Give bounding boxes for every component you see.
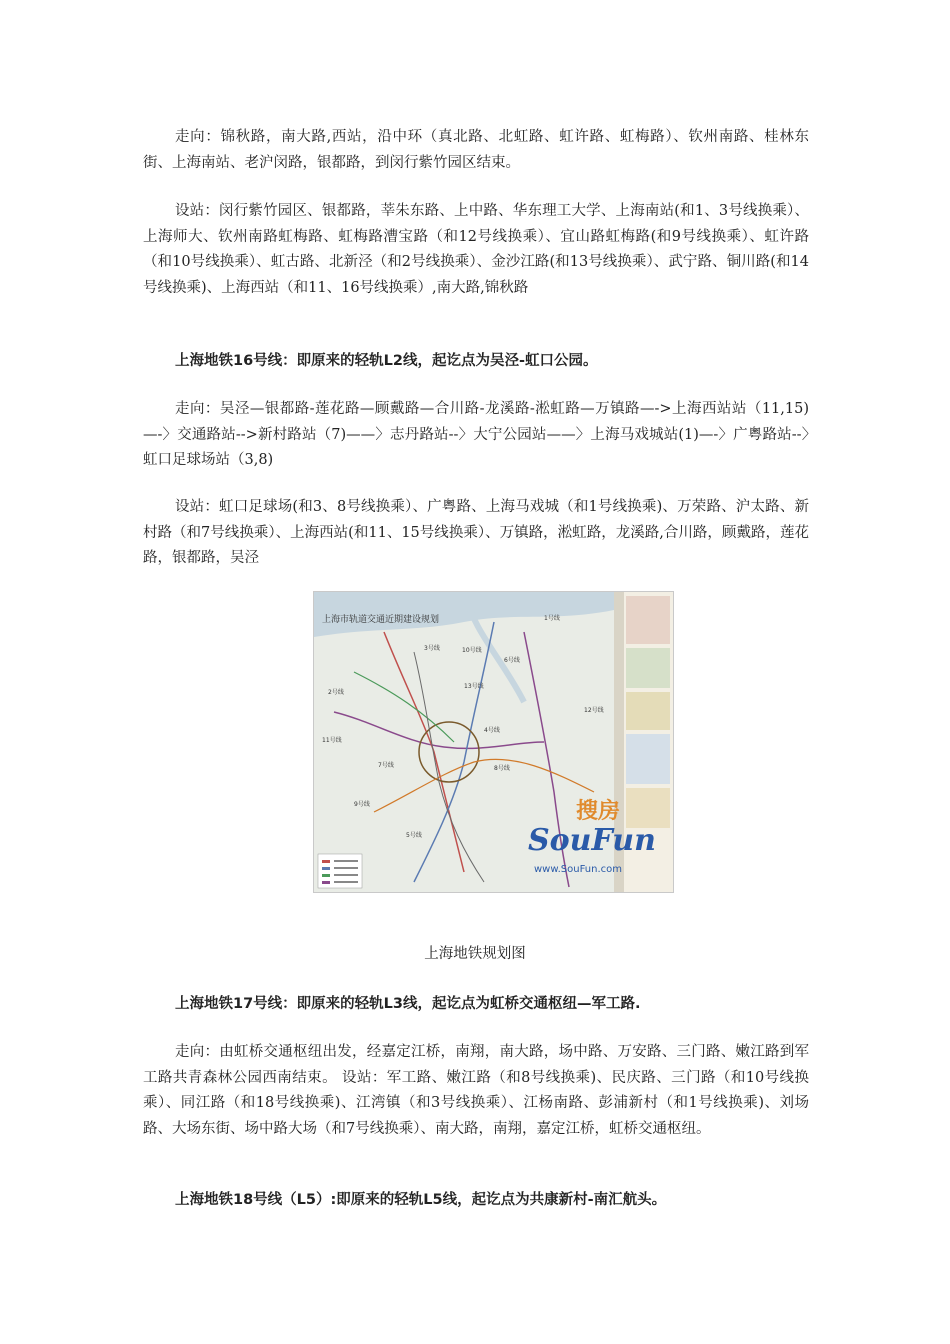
line15-route-paragraph: 走向：锦秋路，南大路,西站，沿中环（真北路、北虹路、虹许路、虹梅路）、钦州南路、桂林东街、上海南站、老沪闵路，银都路，到闵行紫竹园区结束。 xyxy=(143,129,809,171)
line17-paragraph: 走向：由虹桥交通枢纽出发，经嘉定江桥，南翔，南大路，场中路、万安路、三门路、嫩江路到军工路共青森林公园西南结束。 设站：军工路、嫩江路（和8号线换乘)、民庆路、三门路（和10号线换乘）、同江路（和18号线换乘)、江湾镇（和3号线换乘）、江杨南路、彭浦新村（和1号线换乘)、刘场路、大场东街、场中路大场（和7号线换乘）、南大路，南翔，嘉定江桥，虹桥交通枢纽。 xyxy=(143,1044,809,1137)
line16-heading: 上海地铁16号线：即原来的轻轨L2线，起讫点为吴泾-虹口公园。 xyxy=(175,353,598,369)
map-label-2: 2号线 xyxy=(328,689,344,696)
map-label-5: 5号线 xyxy=(406,832,422,839)
metro-plan-map-image xyxy=(313,591,674,893)
map-label-8: 8号线 xyxy=(494,765,510,772)
map-label-13: 13号线 xyxy=(464,683,484,690)
line17-heading: 上海地铁17号线：即原来的轻轨L3线，起讫点为虹桥交通枢纽—军工路. xyxy=(175,996,641,1012)
map-label-12: 12号线 xyxy=(584,707,604,714)
map-caption: 上海地铁规划图 xyxy=(424,946,526,962)
map-label-10: 10号线 xyxy=(462,647,482,654)
line16-stations-paragraph: 设站：虹口足球场(和3、8号线换乘）、广粤路、上海马戏城（和1号线换乘)、万荣路、沪太路、新村路（和7号线换乘）、上海西站(和11、15号线换乘）、万镇路，淞虹路，龙溪路,合川路，顾戴路，莲花路，银都路，吴泾 xyxy=(143,499,809,566)
map-label-7: 7号线 xyxy=(378,762,394,769)
map-label-4: 4号线 xyxy=(484,727,500,734)
watermark-url: www.SouFun.com xyxy=(534,864,623,875)
map-label-3: 3号线 xyxy=(424,645,440,652)
watermark-logo: SouFun xyxy=(528,823,656,858)
map-label-9: 9号线 xyxy=(354,801,370,808)
watermark-cn: 搜房 xyxy=(576,799,621,824)
map-title: 上海市轨道交通近期建设规划 xyxy=(322,615,440,625)
metro-map xyxy=(314,592,673,892)
map-label-6: 6号线 xyxy=(504,657,520,664)
line15-stations-paragraph: 设站：闵行紫竹园区、银都路，莘朱东路、上中路、华东理工大学、上海南站(和1、3号线换乘）、上海师大、钦州南路虹梅路、虹梅路漕宝路（和12号线换乘）、宜山路虹梅路(和9号线换乘）、虹许路（和10号线换乘）、虹古路、北新泾（和2号线换乘）、金沙江路(和13号线换乘）、武宁路、铜川路(和14号线换乘)、上海西站（和11、16号线换乘）,南大路,锦秋路 xyxy=(143,203,809,296)
line16-route-paragraph: 走向：吴泾—银都路-莲花路—顾戴路—合川路-龙溪路-淞虹路—万镇路—->上海西站站（11,15)—-〉交通路站-->新村路站（7)——〉志丹路站--〉大宁公园站——〉上海马戏城站(1)—-〉广粤路站--〉虹口足球场站（3,8) xyxy=(143,401,809,468)
map-label-1: 1号线 xyxy=(544,615,560,622)
map-label-11: 11号线 xyxy=(322,737,342,744)
line18-heading: 上海地铁18号线（L5）:即原来的轻轨L5线，起讫点为共康新村-南汇航头。 xyxy=(175,1192,667,1208)
